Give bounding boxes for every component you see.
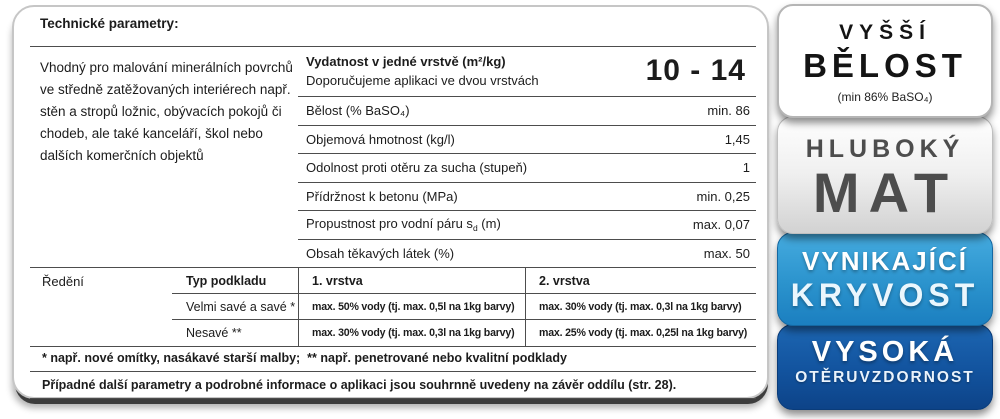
- dilution-row-layer1: max. 50% vody (tj. max. 0,5l na 1kg barvy): [298, 294, 525, 320]
- parameter-row: [298, 153, 756, 182]
- dilution-header-layer1: 1. vrstva: [298, 268, 525, 294]
- dilution-row-layer2: max. 30% vody (tj. max. 0,3l na 1kg barvy): [525, 294, 756, 320]
- badge-line: OTĚRUVZDORNOST: [795, 369, 975, 386]
- badge-line: KRYVOST: [790, 277, 980, 313]
- dilution-row-type: Nesavé **: [186, 326, 242, 340]
- badge-line: HLUBOKÝ: [805, 135, 965, 163]
- badge-line: VYNIKAJÍCÍ: [802, 246, 968, 276]
- parameter-value: max. 50: [703, 245, 750, 261]
- dilution-row-layer1: max. 30% vody (tj. max. 0,3l na 1kg barvy): [298, 320, 525, 346]
- dilution-table: [30, 267, 756, 347]
- parameter-label-subscript: d: [472, 223, 478, 234]
- parameters-table: [298, 46, 756, 267]
- parameter-value: min. 0,25: [696, 188, 750, 204]
- dilution-section-label: Ředění: [42, 274, 84, 289]
- badge-line: VYSOKÁ: [811, 336, 959, 368]
- parameter-sublabel: Doporučujeme aplikaci ve dvou vrstvách: [306, 73, 539, 88]
- badge-line: BĚLOST: [803, 47, 967, 84]
- badge-line: VYŠŠÍ: [839, 21, 931, 44]
- badge-line: MAT: [812, 161, 958, 224]
- badge-coverage: [777, 232, 993, 326]
- parameter-label-text: Propustnost pro vodní páru s: [306, 216, 473, 232]
- badge-deep-matt: [777, 116, 993, 234]
- dilution-header-type: Typ podkladu: [172, 268, 298, 294]
- parameter-label: Bělost (% BaSO₄): [306, 103, 410, 119]
- parameter-label: Přídržnost k betonu (MPa): [306, 188, 458, 204]
- product-description: Vhodný pro malování minerálních povrchů ve středně zatěžovaných interiérech např. stěn a stropů ložnic, obývacích pokojů či chodeb, ale také kanceláří, škol nebo dalších komerčních objektů: [40, 60, 293, 163]
- dilution-row-type: Velmi savé a savé *: [172, 294, 298, 320]
- badge-whiteness: [777, 4, 993, 118]
- footnote-reference: Případné další parametry a podrobné informace o aplikaci jsou souhrnně uvedeny na závěr oddílu (str. 28).: [30, 372, 756, 399]
- footnote-asterisks: * např. nové omítky, nasákavé starší malby; ** např. penetrované nebo kvalitní podklady: [30, 345, 756, 372]
- parameter-label: Objemová hmotnost (kg/l): [306, 131, 455, 147]
- parameter-row-coverage: [298, 46, 756, 96]
- parameter-row: [298, 239, 756, 268]
- parameter-label: Odolnost proti otěru za sucha (stupeň): [306, 160, 528, 176]
- badge-abrasion-resistance: [777, 324, 993, 410]
- parameter-label-text: (m): [477, 216, 501, 232]
- parameter-value: max. 0,07: [692, 217, 750, 233]
- dilution-header-layer2: 2. vrstva: [525, 268, 756, 294]
- parameter-label: Vydatnost v jedné vrstvě (m²/kg): [306, 54, 506, 69]
- parameter-row: [298, 210, 756, 239]
- technical-parameters-card: [12, 5, 769, 399]
- parameter-value: 1: [742, 160, 750, 176]
- coverage-value: 10 - 14: [645, 54, 746, 87]
- dilution-row-layer2: max. 25% vody (tj. max. 0,25l na 1kg barvy): [525, 320, 756, 346]
- parameter-row: [298, 182, 756, 211]
- parameter-value: 1,45: [724, 131, 750, 147]
- parameter-value: min. 86: [707, 103, 750, 119]
- parameter-label: Obsah těkavých látek (%): [306, 245, 455, 261]
- feature-badges-column: [777, 4, 993, 408]
- parameter-row: [298, 96, 756, 125]
- parameter-row: [298, 125, 756, 154]
- badge-note: (min 86% BaSO₄): [837, 90, 933, 104]
- section-heading: Technické parametry:: [40, 16, 179, 31]
- parameter-label: [298, 216, 501, 233]
